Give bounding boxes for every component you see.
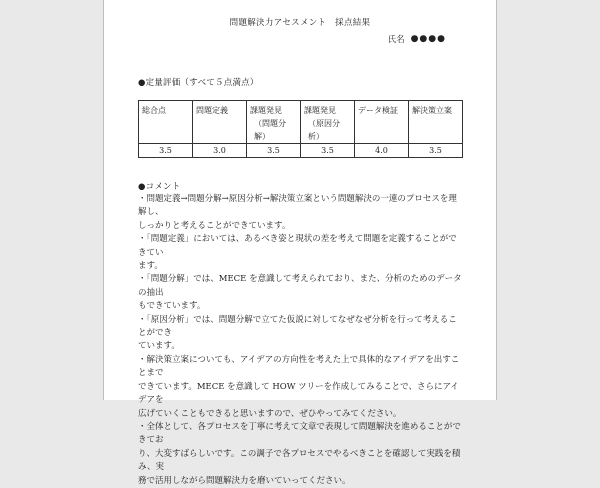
comment-line: 広げていくこともできると思いますので、ぜひやってみてください。 <box>138 408 402 419</box>
comment-line: もできています。 <box>138 301 206 312</box>
comment-line: り、大変すばらしいです。この調子で各プロセスでやるべきことを確認して実践を積み、実 <box>138 448 461 473</box>
score-table <box>138 100 463 158</box>
header-data-verification-label: データ検証 <box>358 106 398 115</box>
header-cause-analysis-sub: （原因分析） <box>308 119 340 141</box>
header-total-label: 総合点 <box>142 106 166 115</box>
comment-line: ・「問題分解」では、MECE を意識して考えられており、また、分析のためのデータの抽出 <box>138 274 462 298</box>
name-value: ●●●● <box>410 34 446 44</box>
header-issue-decomposition-label: 課題発見 <box>250 106 282 115</box>
header-cause-analysis-label: 課題発見 <box>304 106 336 115</box>
name-row <box>388 33 446 45</box>
document-title: 問題解決力アセスメント 採点結果 <box>229 18 371 28</box>
header-total <box>139 101 193 144</box>
score-problem-definition: 3.0 <box>193 144 247 158</box>
header-cause-analysis <box>301 101 355 144</box>
comment-line: ています。 <box>138 341 180 352</box>
header-data-verification <box>355 101 409 144</box>
header-problem-definition-label: 問題定義 <box>196 106 228 115</box>
header-problem-definition <box>193 101 247 144</box>
header-issue-decomposition <box>247 101 301 144</box>
comment-line: ・「問題定義」においては、あるべき姿と現状の差を考えて問題を定義することができてい <box>138 234 457 258</box>
comments-body <box>138 193 464 488</box>
score-table-row <box>139 144 463 158</box>
comment-line: ・全体として、各プロセスを丁寧に考えて文章で表現して問題解決を進めることができてお <box>138 421 461 446</box>
header-solution-planning <box>409 101 463 144</box>
quantitative-heading: ●定量評価（すべて５点満点） <box>138 78 259 88</box>
comment-line: しっかりと考えることができています。 <box>138 220 291 231</box>
header-issue-decomposition-sub: （問題分解） <box>254 119 286 141</box>
comment-line: 務で活用しながら問題解決力を磨いていってください。 <box>138 475 351 486</box>
score-data-verification: 4.0 <box>355 144 409 158</box>
document-page <box>103 0 497 486</box>
comment-line: ・「原因分析」では、問題分解で立てた仮説に対してなぜなぜ分析を行って考えることができ <box>138 314 457 339</box>
comment-line: ・解決策立案についても、アイデアの方向性を考えた上で具体的なアイデアを出すことまで <box>138 354 460 379</box>
comment-line: ・問題定義→問題分解→原因分析→解決策立案という問題解決の一連のプロセスを理解し、 <box>138 194 457 218</box>
score-cause-analysis: 3.5 <box>301 144 355 158</box>
comment-line: できています。MECE を意識して HOW ツリーを作成してみることで、さらにアイデアを <box>138 381 459 406</box>
name-label: 氏名 <box>387 35 405 45</box>
score-issue-decomposition: 3.5 <box>247 144 301 158</box>
score-total: 3.5 <box>139 144 193 158</box>
score-table-header-row <box>139 101 463 144</box>
comments-heading: ●コメント <box>138 182 181 192</box>
score-solution-planning: 3.5 <box>409 144 463 158</box>
header-solution-planning-label: 解決策立案 <box>412 106 452 115</box>
comment-line: ます。 <box>138 261 163 272</box>
